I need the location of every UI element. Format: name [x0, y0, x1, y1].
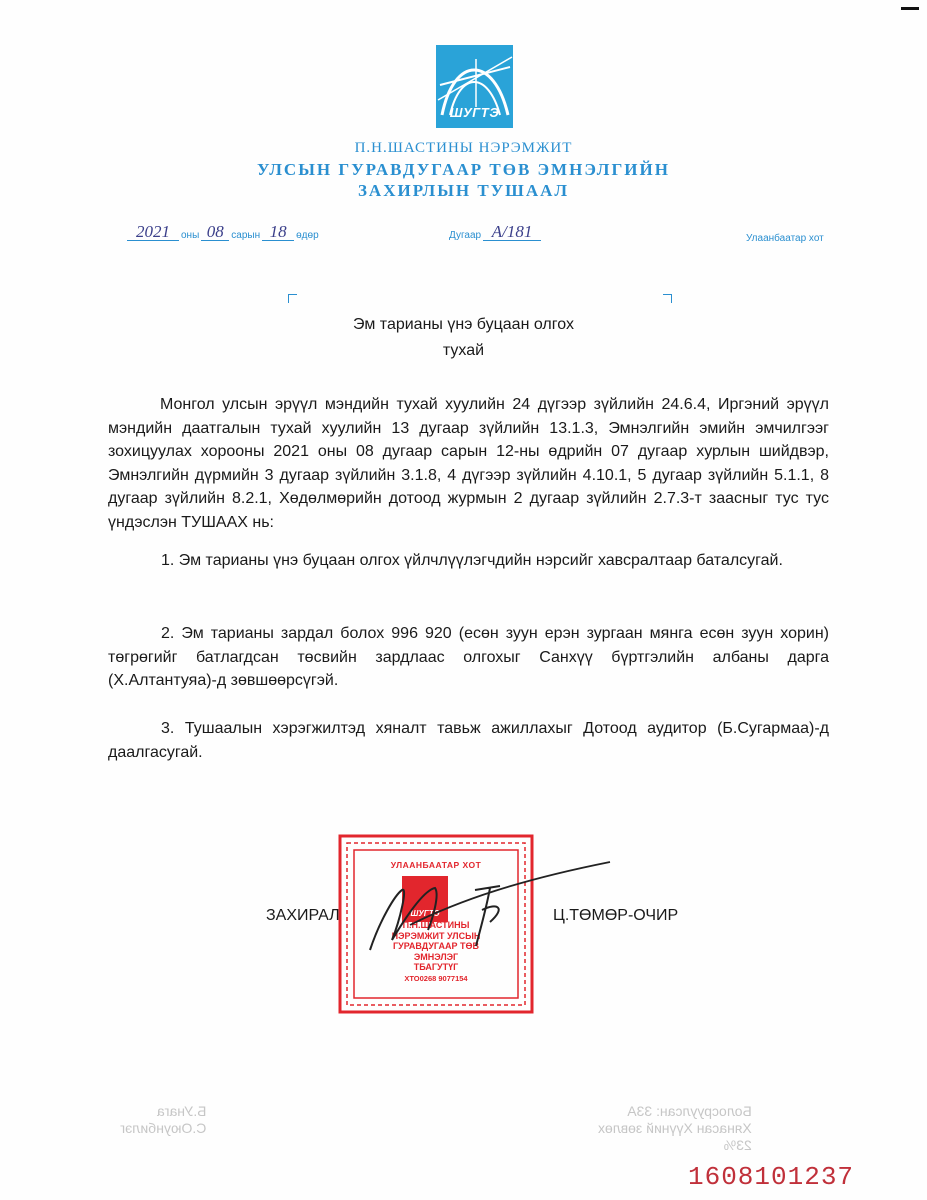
stamp-line-3: ГУРАВДУГААР ТӨВ [393, 941, 479, 951]
date-month: 08 [201, 224, 229, 241]
order-item-3: 3. Тушаалын хэрэгжилтэд хяналт тавьж ажиллахыг Дотоод аудитор (Б.Сугармаа)-д даалгасугай. [108, 720, 829, 761]
order-date [127, 224, 321, 241]
order-item-2: 2. Эм тарианы зардал болох 996 920 (есөн зуун ерэн зургаан мянга есөн зуун хорин) төгрөгийг батлагдсан төсвийн зардлаас олгохыг Санхүү бүртгэлийн албаны дарга (Х.Алтантуяа)-д зөвшөөрсүгэй. [108, 625, 829, 689]
serial-number: 1608101237 [688, 1162, 855, 1192]
subject-line-2: тухай [442, 342, 485, 359]
subject-bracket-right [663, 294, 672, 303]
bleed-right-1: Болосруулсан: 33А [627, 1103, 752, 1119]
signatory-name: Ц.ТӨМӨР-ОЧИР [553, 907, 679, 924]
order-item-1: 1. Эм тарианы үнэ буцаан олгох үйлчлүүлэгчдийн нэрсийг хавсралтаар баталсугай. [161, 552, 783, 569]
signatory-title: ЗАХИРАЛ [266, 907, 340, 924]
date-year: 2021 [127, 224, 179, 241]
order-number-value: А/181 [483, 224, 541, 241]
order-number-label: Дугаар [449, 230, 482, 241]
stamp-line-4: ЭМНЭЛЭГ [413, 951, 459, 962]
handwritten-signature [340, 850, 620, 960]
date-day: 18 [262, 224, 294, 241]
stamp-logo-text: ШУГТЭ [410, 909, 440, 918]
stamp-line-1: П.Н.ШАСТИНЫ [402, 920, 470, 930]
subject-line-1: Эм тарианы үнэ буцаан олгох [353, 316, 574, 333]
date-year-label: оны [181, 230, 200, 241]
stamp-city: УЛААНБААТАР ХОТ [390, 860, 482, 870]
city: Улаанбаатар хот [746, 233, 824, 244]
stamp-line-2: НЭРЭМЖИТ УЛСЫН [391, 930, 481, 941]
org-name: УЛСЫН ГУРАВДУГААР ТӨВ ЭМНЭЛГИЙН [257, 160, 670, 179]
document-type-title: ЗАХИРЛЫН ТУШААЛ [357, 181, 570, 200]
hospital-logo [436, 45, 513, 128]
bleed-through-left [120, 1103, 206, 1137]
bleed-through-right [598, 1103, 752, 1154]
stamp-registration: ХТО0268 9077154 [404, 974, 468, 983]
logo-text: ШУГТЭ [449, 105, 500, 120]
bleed-left-2: С.Оюунбилэг [120, 1120, 207, 1136]
date-month-label: сарын [231, 230, 261, 241]
org-subtitle: П.Н.ШАСТИНЫ НЭРЭМЖИТ [354, 140, 573, 156]
bleed-right-2: Хянасан Хүүний зөвлөх [598, 1120, 752, 1136]
subject-bracket-left [288, 294, 297, 303]
stamp-line-5: ТБАГУТҮГ [413, 962, 459, 972]
bleed-right-3: 23% [723, 1137, 752, 1153]
bleed-left-1: Б.Унага [156, 1103, 207, 1119]
order-number [447, 224, 541, 241]
scan-corner-mark [901, 7, 919, 10]
intro-paragraph: Монгол улсын эрүүл мэндийн тухай хуулийн 24 дүгээр зүйлийн 24.6.4, Иргэний эрүүл мэндийн даатгалын тухай хуулийн 13 дугаар зүйлийн 13.1.3, Эмнэлгийн эмийн эмчилгээг зохицуулах хорооны 2021 оны 08 дугаар сарын 12-ны өдрийн 07 дугаар хурлын шийдвэр, Эмнэлгийн дүрмийн 3 дугаар зүйлийн 3.1.8, 4 дүгээр зүйлийн 4.10.1, 5 дугаар зүйлийн 5.1.1, 8 дугаар зүйлийн 8.2.1, Хөдөлмөрийн дотоод журмын 2 дугаар зүйлийн 2.7.3-т заасныг тус тус үндэслэн ТУШААХ нь: [108, 396, 829, 531]
date-day-label: өдөр [296, 230, 319, 241]
